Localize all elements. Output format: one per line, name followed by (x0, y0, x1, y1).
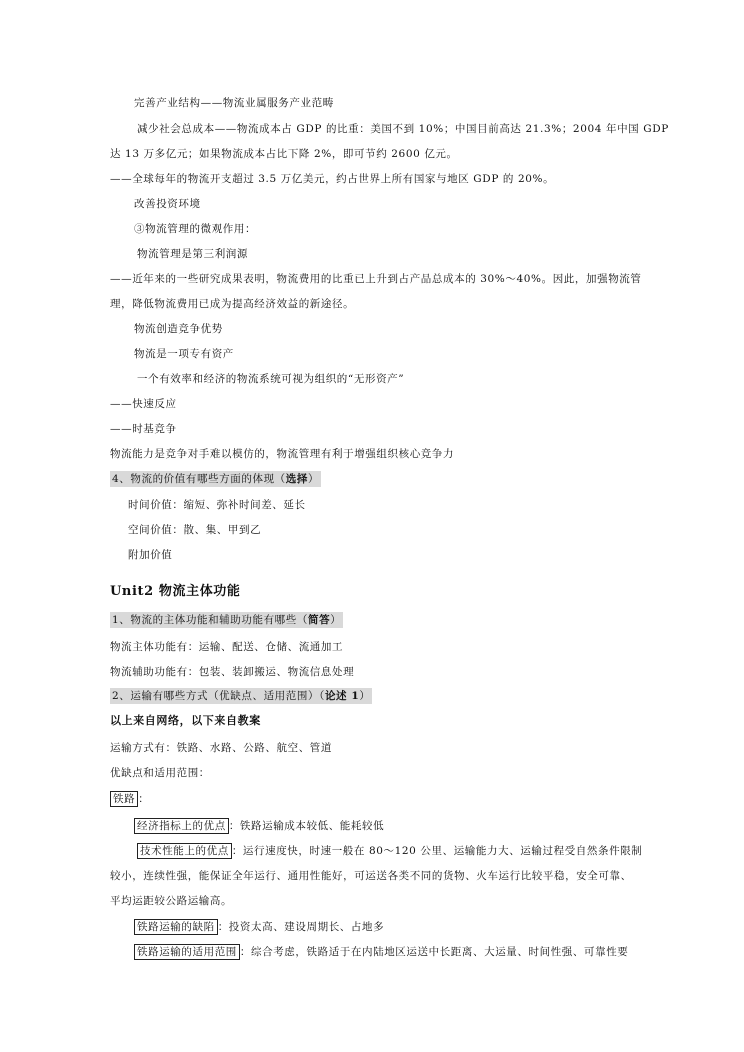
transport-modes: 运输方式有：铁路、水路、公路、航空、管道 (110, 742, 332, 754)
para-time-based: ——时基竞争 (110, 423, 177, 435)
rail-disadvantages: 铁路运输的缺陷 ：投资太高、建设周期长、占地多 (134, 919, 384, 935)
question-2: 2、运输有哪些方式（优缺点、适用范围）（论述 1） (112, 690, 371, 702)
para-third-profit: 物流管理是第三利润源 (137, 248, 248, 260)
question-4: 4、物流的价值有哪些方面的体现（选择） (112, 473, 320, 485)
railway-label: 铁路 ： (110, 791, 149, 807)
rail-technical-advantage-cont2: 平均运距较公路运输高。 (110, 895, 233, 907)
para-quick-response: ——快速反应 (110, 398, 177, 410)
para-research: ——近年来的一些研究成果表明，物流费用的比重已上升到占产品总成本的 30%～40%。因此，加强物流管 (110, 273, 642, 285)
railway-box: 铁路 (110, 791, 138, 807)
value-added: 附加价值 (128, 549, 173, 561)
para-global-spend: ——全球每年的物流开支超过 3.5 万亿美元，约占世界上所有国家与地区 GDP 的 20%。 (110, 173, 555, 185)
aux-functions: 物流辅助功能有：包装、装卸搬运、物流信息处理 (110, 666, 355, 678)
para-investment: 改善投资环境 (134, 198, 201, 210)
para-intangible-asset: 一个有效率和经济的物流系统可视为组织的“无形资产” (137, 373, 405, 385)
pros-cons-title: 优缺点和适用范围： (110, 767, 210, 779)
para-cost-reduction-cont: 达 13 万多亿元；如果物流成本占比下降 2%，即可节约 2600 亿元。 (110, 148, 458, 160)
rail-economic-advantage: 经济指标上的优点 ：铁路运输成本较低、能耗较低 (134, 818, 384, 834)
value-space: 空间价值：散、集、甲到乙 (128, 524, 262, 536)
source-note: 以上来自网络，以下来自教案 (110, 714, 261, 727)
para-asset: 物流是一项专有资产 (134, 348, 234, 360)
rail-applicable-scope: 铁路运输的适用范围 ：综合考虑，铁路适于在内陆地区运送中长距离、大运量、时间性强、可靠性要 (134, 944, 628, 960)
rail-technical-advantage-cont: 较小，连续性强，能保证全年运行、通用性能好，可运送各类不同的货物、火车运行比较平稳，安全可靠、 (110, 870, 632, 882)
para-industry-structure: 完善产业结构——物流业属服务产业范畴 (134, 97, 334, 109)
rail-technical-advantage: 技术性能上的优点 ：运行速度快，时速一般在 80～120 公里、运输能力大、运输过程受自然条件限制 (137, 843, 642, 859)
para-capability: 物流能力是竞争对手难以模仿的，物流管理有利于增强组织核心竞争力 (110, 448, 455, 460)
unit2-heading: Unit2 物流主体功能 (110, 584, 241, 599)
para-research-cont: 理，降低物流费用已成为提高经济效益的新途径。 (110, 298, 355, 310)
para-cost-reduction: 减少社会总成本——物流成本占 GDP 的比重：美国不到 10%；中国目前高达 21.3%；2004 年中国 GDP (137, 123, 669, 135)
main-functions: 物流主体功能有：运输、配送、仓储、流通加工 (110, 641, 344, 653)
para-competitive-advantage: 物流创造竞争优势 (134, 323, 223, 335)
para-micro-role: ③物流管理的微观作用： (134, 223, 257, 235)
question-1: 1、物流的主体功能和辅助功能有哪些（简答） (112, 614, 342, 626)
value-time: 时间价值：缩短、弥补时间差、延长 (128, 499, 306, 511)
